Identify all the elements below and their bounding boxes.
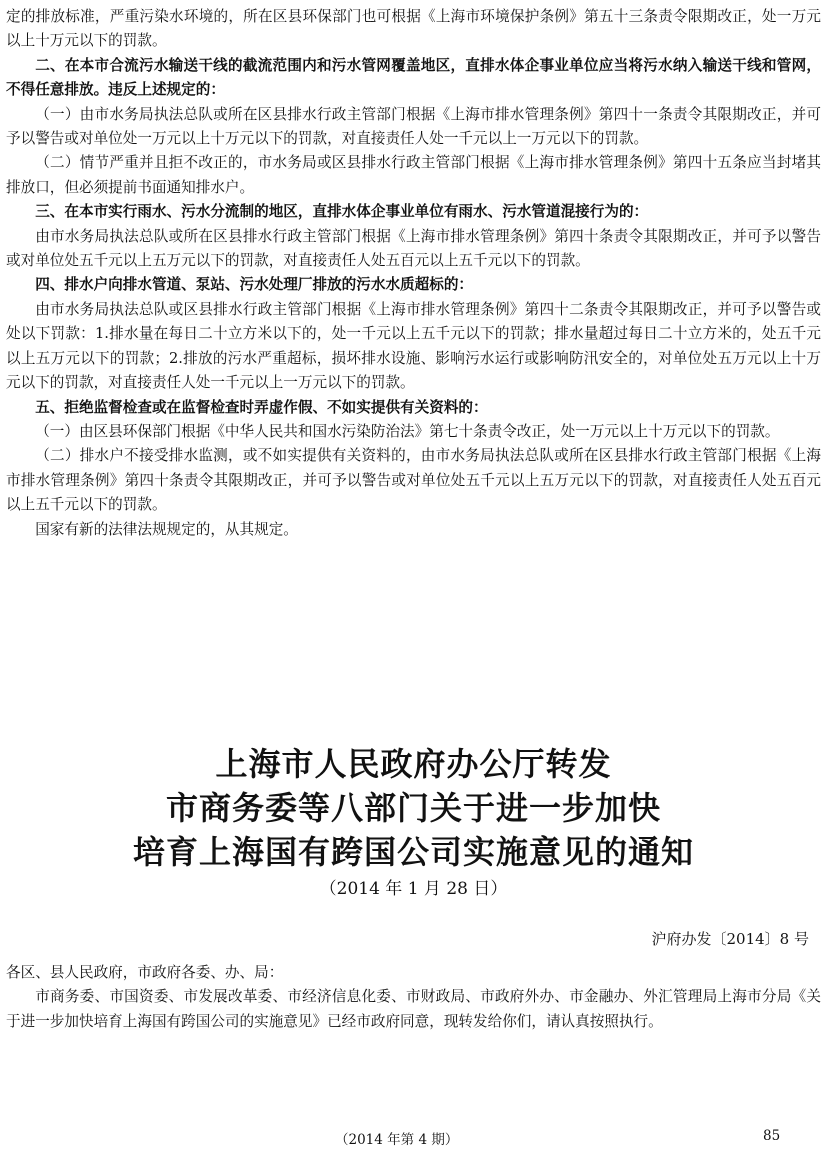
closing-paragraph: 国家有新的法律法规规定的，从其规定。	[35, 520, 298, 538]
paragraph: 由市水务局执法总队或区县排水行政主管部门根据《上海市排水管理条例》第四十二条责令其限期改正，并可予以警告或处以下罚款：1.排水量在每日二十立方米以下的，处一千元以上五千元以下的罚款；排水量超过每日二十立方米的，处五千元以上五万元以下的罚款；2.排放的污水严重超标，损坏排水设施、影响污水运行或影响防汛安全的，对单位处五万元以上十万元以下的罚款，对直接责任人处一千元以上一万元以下的罚款。	[6, 300, 821, 392]
notice-paragraph: 市商务委、市国资委、市发展改革委、市经济信息化委、市财政局、市政府外办、市金融办、外汇管理局上海市分局《关于进一步加快培育上海国有跨国公司的实施意见》已经市政府同意，现转发给你们，请认真按照执行。	[6, 988, 821, 1030]
paragraph: 由市水务局执法总队或所在区县排水行政主管部门根据《上海市排水管理条例》第四十条责令其限期改正，并可予以警告或对单位处五千元以上五万元以下的罚款，对直接责任人处五百元以上五千元以下的罚款。	[6, 227, 821, 270]
paragraph: （一）由市水务局执法总队或所在区县排水行政主管部门根据《上海市排水管理条例》第四十一条责令其限期改正，并可予以警告或对单位处一万元以上十万元以下的罚款，对直接责任人处一千元以上一万元以下的罚款。	[6, 105, 821, 148]
paragraph: （一）由区县环保部门根据《中华人民共和国水污染防治法》第七十条责令改正，处一万元以上十万元以下的罚款。	[35, 422, 780, 440]
section-heading-2: 二、在本市合流污水输送干线的截流范围内和污水管网覆盖地区，直排水体企事业单位应当将污水纳入输送干线和管网，不得任意排放。违反上述规定的：	[6, 56, 821, 99]
paragraph: （二）排水户不接受排水监测，或不如实提供有关资料的，由市水务局执法总队或所在区县排水行政主管部门根据《上海市排水管理条例》第四十条责令其限期改正，并可予以警告或对单位处五千元以上五万元以下的罚款，对直接责任人处五百元以上五千元以下的罚款。	[6, 447, 821, 514]
title-line-3: 培育上海国有跨国公司实施意见的通知	[132, 833, 694, 871]
section-heading-3: 三、在本市实行雨水、污水分流制的地区，直排水体企事业单位有雨水、污水管道混接行为的：	[35, 203, 649, 221]
section-heading-4: 四、排水户向排水管道、泵站、污水处理厂排放的污水水质超标的：	[35, 276, 474, 294]
title-line-1: 上海市人民政府办公厅转发	[215, 745, 612, 783]
notice-title-block	[0, 742, 827, 902]
regulation-continuation	[6, 5, 821, 542]
section-heading-5: 五、拒绝监督检查或在监督检查时弄虚作假、不如实提供有关资料的：	[35, 398, 488, 416]
page-number: 85	[763, 1128, 781, 1144]
issue-label: （2014 年第 4 期）	[335, 1132, 459, 1148]
recipients: 各区、县人民政府，市政府各委、办、局：	[6, 964, 284, 981]
issue-date: （2014 年 1 月 28 日）	[319, 879, 508, 899]
title-line-2: 市商务委等八部门关于进一步加快	[165, 789, 661, 827]
paragraph-continued: 定的排放标准，严重污染水环境的，所在区县环保部门也可根据《上海市环境保护条例》第五十三条责令限期改正，处一万元以上十万元以下的罚款。	[6, 8, 821, 50]
document-number: 沪府办发〔2014〕8 号	[651, 930, 809, 948]
notice-body	[6, 961, 821, 1034]
paragraph: （二）情节严重并且拒不改正的，市水务局或区县排水行政主管部门根据《上海市排水管理条例》第四十五条应当封堵其排放口，但必须提前书面通知排水户。	[6, 154, 821, 196]
